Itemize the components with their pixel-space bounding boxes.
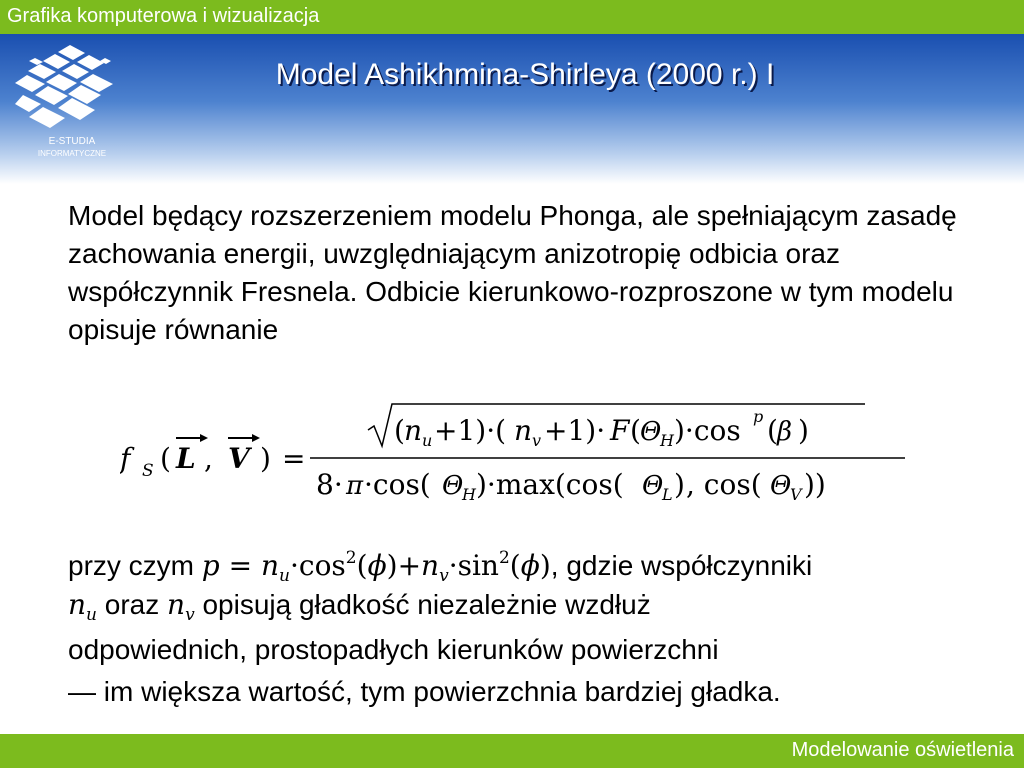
opisuja-text: opisują gładkość niezależnie wzdłuż bbox=[202, 589, 651, 620]
section-title: Modelowanie oświetlenia bbox=[791, 739, 1014, 761]
smoothness-line: — im większa wartość, tym powierzchnia bardziej gładka. bbox=[68, 676, 781, 707]
svg-text:V: V bbox=[228, 442, 250, 475]
oraz-text: oraz bbox=[104, 589, 160, 620]
svg-text:): ) bbox=[798, 414, 809, 447]
svg-text:v: v bbox=[532, 431, 542, 450]
gdzie-text: , gdzie współczynniki bbox=[550, 550, 813, 581]
nu-symbol: $n_u$ bbox=[68, 588, 97, 625]
header-bar bbox=[0, 0, 1024, 34]
p-equation: $p = n_u\cdot\cos^2(\phi)+n_v\cdot\sin^2(\phi)$ bbox=[201, 548, 551, 586]
svg-text:Θ: Θ bbox=[642, 471, 664, 501]
intro-paragraph bbox=[68, 197, 968, 349]
svg-text:): ) bbox=[260, 442, 271, 475]
svg-text:u: u bbox=[422, 431, 433, 450]
svg-text:n: n bbox=[514, 414, 533, 447]
svg-text:Θ: Θ bbox=[442, 471, 464, 501]
svg-text:n: n bbox=[404, 414, 423, 447]
svg-text:=: = bbox=[282, 442, 306, 475]
svg-text:L: L bbox=[176, 442, 196, 475]
logo-line2: INFORMATYCZNE bbox=[37, 149, 107, 158]
svg-text:f: f bbox=[120, 442, 131, 475]
footer-bar bbox=[0, 734, 1024, 768]
svg-text:β: β bbox=[777, 417, 793, 447]
svg-text:+1)·(: +1)·( bbox=[434, 414, 507, 447]
title-band bbox=[0, 34, 1024, 184]
svg-text:)·max(cos(: )·max(cos( bbox=[476, 468, 624, 501]
svg-text:F: F bbox=[610, 414, 630, 447]
svg-text:8·: 8· bbox=[316, 468, 343, 501]
directions-line: odpowiednich, prostopadłych kierunków powierzchni bbox=[68, 634, 719, 665]
logo-line1: E-STUDIA bbox=[48, 136, 96, 147]
svg-text:(: ( bbox=[394, 414, 405, 447]
svg-text:H: H bbox=[660, 431, 674, 450]
svg-text:·cos(: ·cos( bbox=[364, 468, 431, 501]
svg-text:): ) bbox=[674, 468, 685, 501]
svg-text:p: p bbox=[753, 407, 764, 426]
slide-title: Model Ashikhmina-Shirleya (2000 r.) I bbox=[275, 58, 775, 91]
svg-text:π: π bbox=[346, 471, 364, 501]
svg-text:(: ( bbox=[767, 414, 778, 447]
svg-text:+1)·: +1)· bbox=[544, 414, 606, 447]
svg-text:, cos(: , cos( bbox=[686, 468, 762, 501]
brdf-equation bbox=[120, 400, 910, 510]
svg-text:)): )) bbox=[804, 468, 826, 501]
przy-czym-text: przy czym bbox=[68, 550, 194, 581]
course-title: Grafika komputerowa i wizualizacja bbox=[7, 5, 320, 27]
svg-text:V: V bbox=[790, 485, 802, 504]
svg-text:H: H bbox=[462, 485, 476, 504]
svg-text:)·cos: )·cos bbox=[674, 414, 741, 447]
svg-text:Θ: Θ bbox=[640, 417, 662, 447]
svg-text:S: S bbox=[142, 461, 154, 481]
svg-text:(: ( bbox=[630, 414, 641, 447]
svg-text:L: L bbox=[662, 485, 673, 504]
svg-text:Θ: Θ bbox=[770, 471, 792, 501]
svg-text:(: ( bbox=[160, 442, 171, 475]
nv-symbol: $n_v$ bbox=[167, 588, 195, 625]
intro-text: Model będący rozszerzeniem modelu Phonga, ale spełniającym zasadę zachowania energii, uwzględniającym anizotropię odbicia oraz współczynnik Fresnela. Odbicie kierunkowo-rozproszone w tym modelu opisuje równanie bbox=[68, 200, 957, 345]
svg-text:,: , bbox=[204, 442, 213, 475]
